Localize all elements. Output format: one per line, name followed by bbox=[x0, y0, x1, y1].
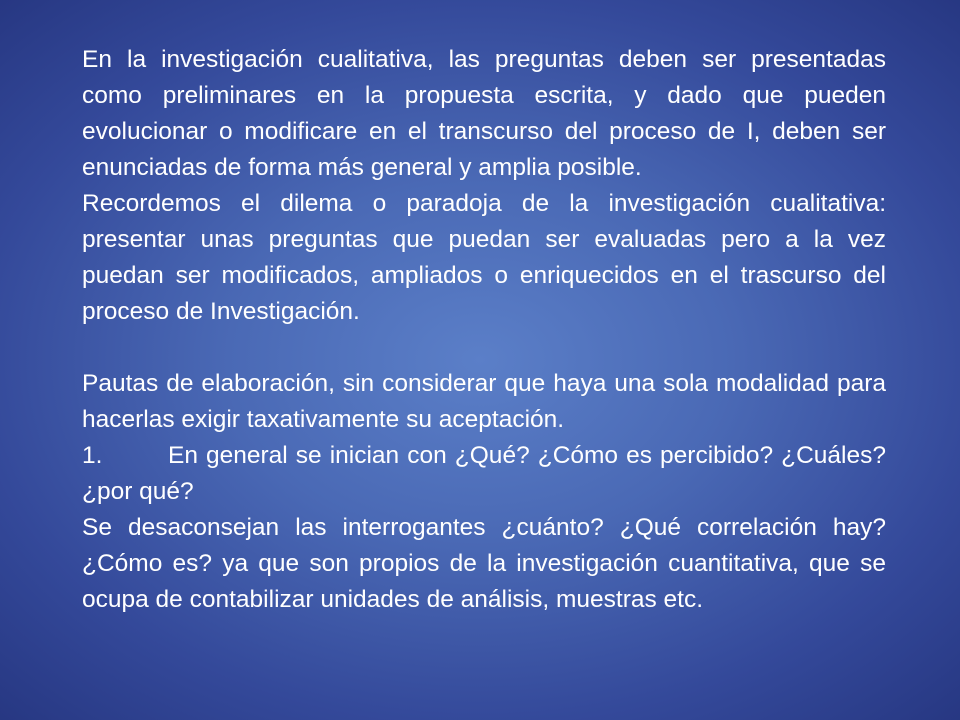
paragraph-spacer bbox=[82, 330, 886, 366]
list-item-text: En general se inician con ¿Qué? ¿Cómo es percibido? ¿Cuáles? ¿por qué? bbox=[82, 442, 886, 505]
paragraph-preguntas-preliminares: En la investigación cualitativa, las preguntas deben ser presentadas como preliminares en la propuesta escrita, y dado que pueden evolucionar o modificare en el transcurso del proceso de I, deben ser enunciadas de forma más general y amplia posible. bbox=[82, 46, 886, 181]
paragraph-pautas-elaboracion: Pautas de elaboración, sin considerar que haya una sola modalidad para hacerlas exigir taxativamente su aceptación. bbox=[82, 370, 886, 433]
slide-body bbox=[82, 42, 886, 618]
list-item-1 bbox=[82, 438, 886, 510]
list-item-number: 1. bbox=[82, 442, 103, 469]
paragraph-dilema-paradoja: Recordemos el dilema o paradoja de la investigación cualitativa: presentar unas preguntas que puedan ser evaluadas pero a la vez puedan ser modificados, ampliados o enriquecidos en el trascurso del proceso de Investigación. bbox=[82, 190, 886, 325]
paragraph-desaconsejan: Se desaconsejan las interrogantes ¿cuánto? ¿Qué correlación hay? ¿Cómo es? ya que son propios de la investigación cuantitativa, que se ocupa de contabilizar unidades de análisis, muestras etc. bbox=[82, 514, 886, 613]
